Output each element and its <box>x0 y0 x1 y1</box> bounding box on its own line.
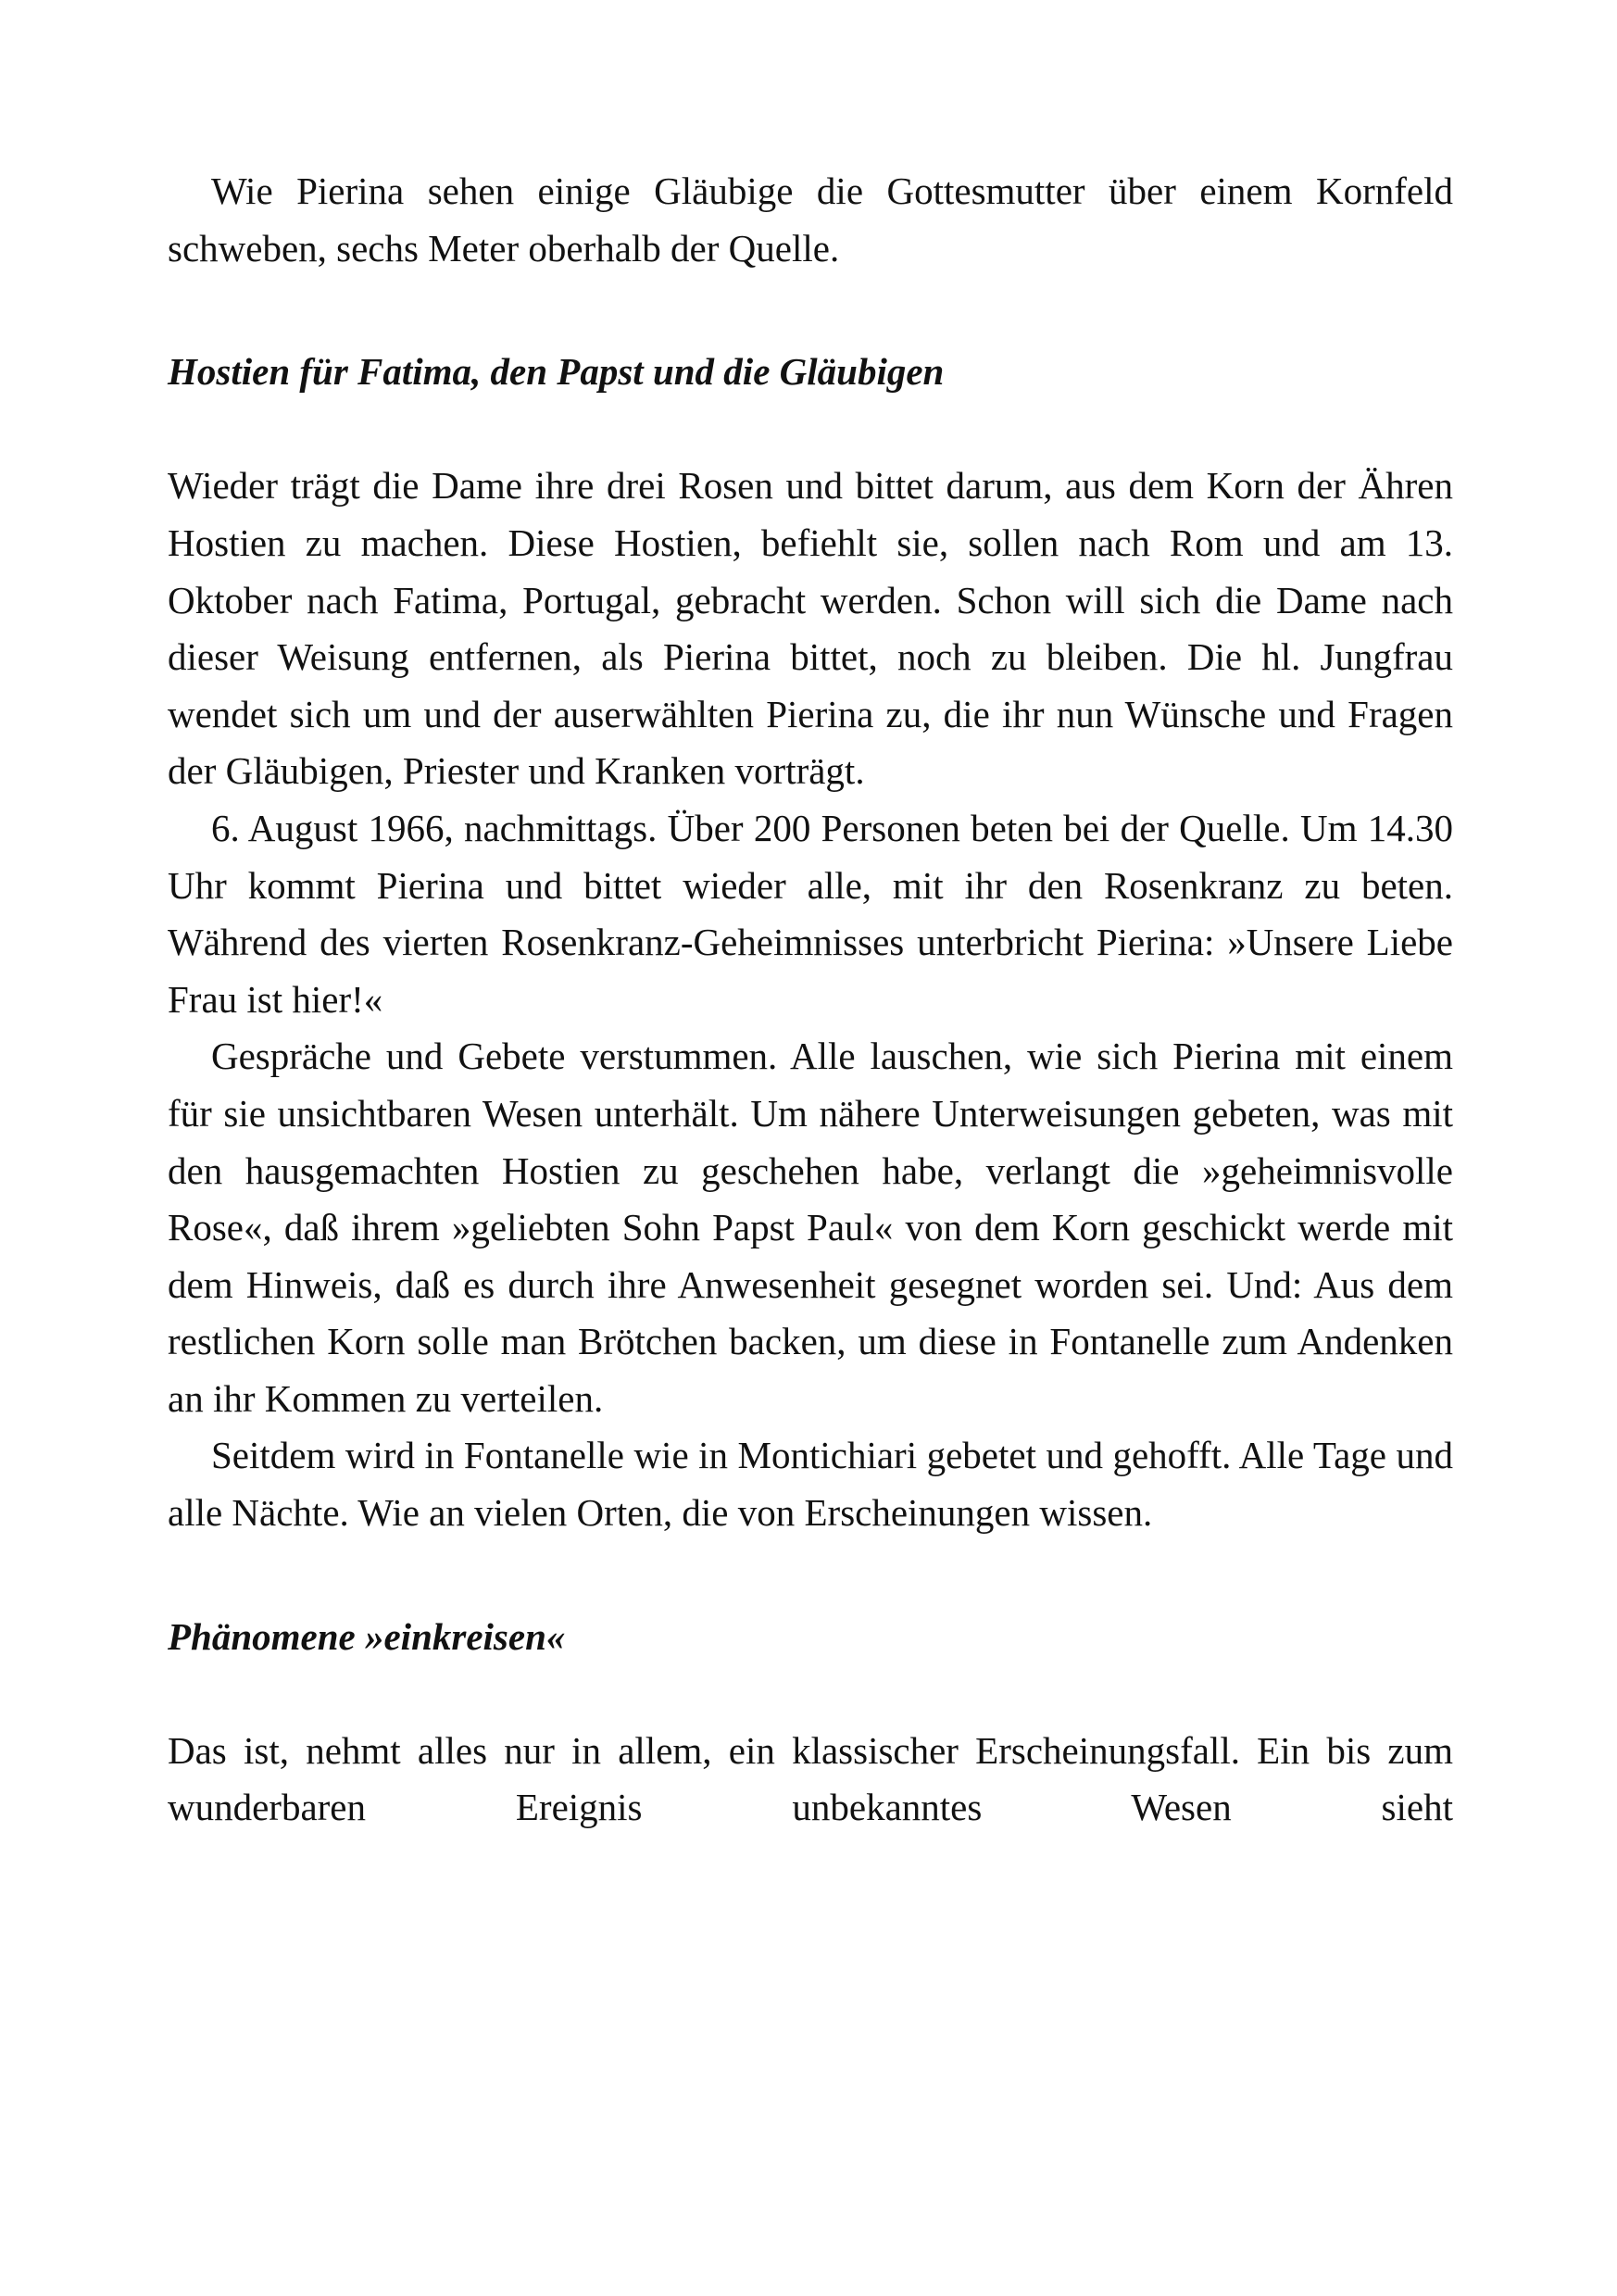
spacer <box>168 401 1453 458</box>
section-heading-phaenomene: Phänomene »einkreisen« <box>168 1614 566 1658</box>
spacer <box>168 1665 1453 1723</box>
spacer <box>168 277 1453 344</box>
paragraph-4: Gespräche und Gebete verstummen. Alle lauschen, wie sich Pierina mit einem für sie unsichtbaren Wesen unterhält. Um nähere Unterweisungen gebeten, was mit den hausgemachten Hostien zu geschehen habe, verlangt die »geheimnisvolle Rose«, daß ihrem »geliebten Sohn Papst Paul« von dem Korn geschickt werde mit dem Hinweis, daß es durch ihre Anwesenheit gesegnet worden sei. Und: Aus dem restlichen Korn solle man Brötchen backen, um diese in Fontanelle zum Andenken an ihr Kommen zu verteilen. <box>168 1035 1453 1420</box>
page-body <box>168 163 1453 1837</box>
spacer <box>168 1542 1453 1609</box>
section-heading-hostien: Hostien für Fatima, den Papst und die Gläubigen <box>168 350 945 394</box>
paragraph-5: Seitdem wird in Fontanelle wie in Montichiari gebetet und gehofft. Alle Tage und alle Nächte. Wie an vielen Orten, die von Erscheinungen wissen. <box>168 1434 1453 1535</box>
paragraph-2: Wieder trägt die Dame ihre drei Rosen und bittet darum, aus dem Korn der Ähren Hostien zu machen. Diese Hostien, befiehlt sie, sollen nach Rom und am 13. Oktober nach Fatima, Portugal, gebracht werden. Schon will sich die Dame nach dieser Weisung entfernen, als Pierina bittet, noch zu bleiben. Die hl. Jungfrau wendet sich um und der auserwählten Pierina zu, die ihr nun Wünsche und Fragen der Gläubigen, Priester und Kranken vorträgt. <box>168 464 1453 793</box>
paragraph-3: 6. August 1966, nachmittags. Über 200 Personen beten bei der Quelle. Um 14.30 Uhr kommt Pierina und bittet wieder alle, mit ihr den Rosenkranz zu beten. Während des vierten Rosenkranz-Geheimnisses unterbricht Pierina: »Unsere Liebe Frau ist hier!« <box>168 806 1453 1021</box>
paragraph-6: Das ist, nehmt alles nur in allem, ein klassischer Erscheinungsfall. Ein bis zum wunderbaren Ereignis unbekanntes Wesen sieht <box>168 1728 1453 1829</box>
paragraph-1: Wie Pierina sehen einige Gläubige die Gottesmutter über einem Kornfeld schweben, sechs Meter oberhalb der Quelle. <box>168 169 1453 270</box>
